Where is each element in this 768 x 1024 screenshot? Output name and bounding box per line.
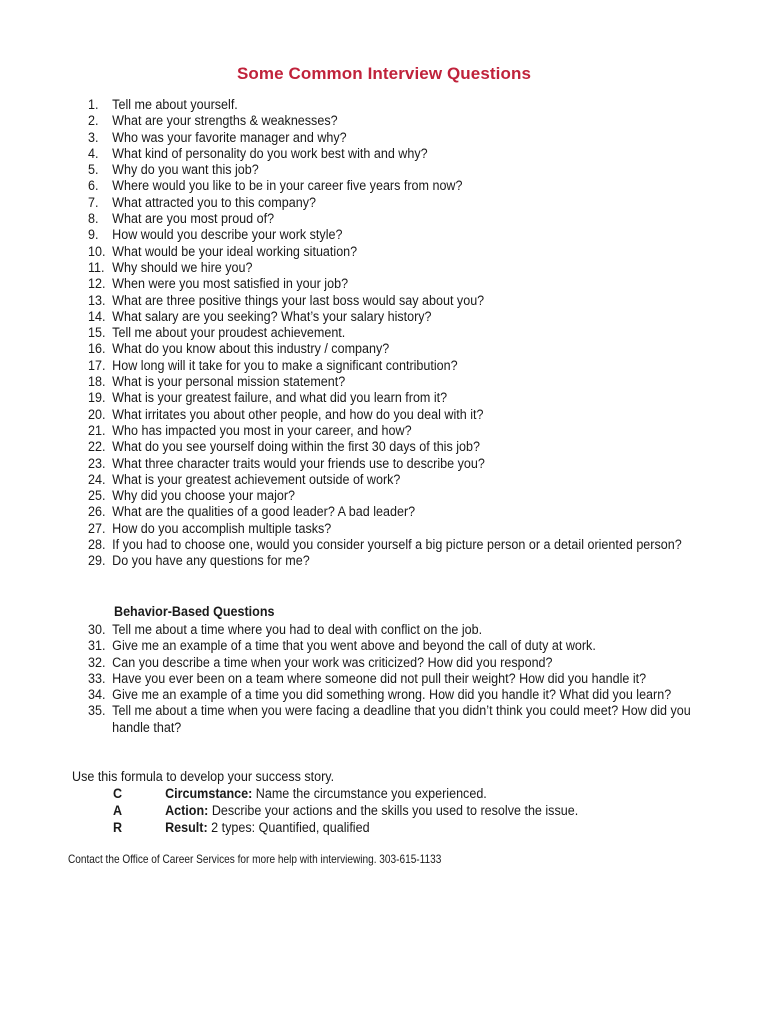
page-title: Some Common Interview Questions — [236, 64, 532, 83]
question-text: What attracted you to this company? — [112, 194, 316, 210]
question-text: Tell me about a time when you were facing a deadline that you didn’t think you could meet? How did you handle that? — [112, 703, 691, 735]
question-text: What is your personal mission statement? — [112, 374, 346, 390]
question-item — [88, 537, 730, 553]
question-number: 28. — [88, 537, 106, 553]
question-item — [88, 638, 730, 654]
car-row-result — [113, 820, 671, 835]
car-row-action — [113, 803, 671, 818]
question-item — [88, 472, 730, 488]
formula-intro: Use this formula to develop your success story. — [72, 769, 335, 784]
question-number: 27. — [88, 520, 106, 536]
question-text: Give me an example of a time you did something wrong. How did you handle it? What did you learn? — [112, 687, 672, 703]
question-text: What do you know about this industry / company? — [112, 341, 390, 357]
question-item — [88, 97, 730, 113]
question-number: 8. — [88, 211, 99, 227]
question-item — [88, 146, 730, 162]
question-text: How would you describe your work style? — [112, 227, 343, 243]
question-item — [88, 309, 730, 325]
question-item — [88, 358, 730, 374]
question-item — [88, 456, 730, 472]
question-item — [88, 504, 730, 520]
question-number: 32. — [88, 654, 106, 670]
question-number: 23. — [88, 455, 106, 471]
car-desc: Name the circumstance you experienced. — [252, 786, 487, 801]
question-number: 19. — [88, 390, 106, 406]
question-text: Tell me about a time where you had to deal with conflict on the job. — [112, 622, 483, 637]
question-item — [88, 553, 730, 569]
question-number: 34. — [88, 687, 106, 703]
question-text: Why do you want this job? — [112, 162, 259, 178]
question-number: 29. — [88, 553, 106, 569]
question-text: What is your greatest achievement outside of work? — [112, 471, 401, 487]
question-item — [88, 195, 730, 211]
question-number: 1. — [88, 97, 99, 112]
car-letter: R — [113, 820, 123, 835]
question-number: 33. — [88, 670, 106, 686]
question-item — [88, 162, 730, 178]
question-number: 26. — [88, 504, 106, 520]
question-number: 35. — [88, 703, 106, 719]
question-number: 24. — [88, 471, 106, 487]
behavior-heading: Behavior-Based Questions — [114, 604, 275, 619]
question-text: Why did you choose your major? — [112, 488, 296, 504]
car-letter: C — [113, 786, 123, 801]
question-text: Tell me about yourself. — [112, 97, 238, 112]
question-item — [88, 655, 730, 671]
contact-line: Contact the Office of Career Services for more help with interviewing. 303-615-1133 — [68, 852, 442, 866]
question-text: Can you describe a time when your work was criticized? How did you respond? — [112, 654, 553, 670]
question-item — [88, 178, 730, 194]
question-item — [88, 407, 730, 423]
question-item — [88, 374, 730, 390]
question-item — [88, 276, 730, 292]
question-number: 15. — [88, 325, 106, 341]
question-text: What are your strengths & weaknesses? — [112, 113, 338, 129]
question-item — [88, 439, 730, 455]
question-item — [88, 244, 730, 260]
question-number: 13. — [88, 292, 106, 308]
question-number: 11. — [88, 259, 105, 275]
question-text: What kind of personality do you work best with and why? — [112, 145, 428, 161]
question-list — [88, 97, 728, 570]
question-item — [88, 227, 730, 243]
question-number: 30. — [88, 622, 106, 637]
question-text: What irritates you about other people, and how do you deal with it? — [112, 406, 484, 422]
car-letter: A — [113, 803, 123, 818]
question-text: What is your greatest failure, and what did you learn from it? — [112, 390, 448, 406]
question-number: 21. — [88, 422, 106, 438]
question-item — [88, 671, 730, 687]
question-text: What salary are you seeking? What’s your salary history? — [112, 308, 432, 324]
question-text: Where would you like to be in your career five years from now? — [112, 178, 463, 194]
question-text: Give me an example of a time that you went above and beyond the call of duty at work. — [112, 638, 596, 654]
question-text: Who was your favorite manager and why? — [112, 129, 347, 145]
question-text: Why should we hire you? — [112, 259, 253, 275]
question-number: 5. — [88, 162, 99, 178]
question-text: Who has impacted you most in your career, and how? — [112, 422, 412, 438]
question-number: 10. — [88, 243, 106, 259]
question-item — [88, 703, 730, 736]
car-row-circumstance — [113, 786, 671, 801]
question-number: 16. — [88, 341, 106, 357]
question-text: Tell me about your proudest achievement. — [112, 325, 346, 341]
question-item — [88, 325, 730, 341]
car-term: Result: — [165, 820, 208, 835]
question-item — [88, 130, 730, 146]
question-number: 7. — [88, 194, 99, 210]
question-number: 2. — [88, 113, 99, 129]
question-number: 17. — [88, 357, 106, 373]
question-text: When were you most satisfied in your job? — [112, 276, 349, 292]
question-item — [88, 211, 730, 227]
question-item — [88, 260, 730, 276]
question-number: 20. — [88, 406, 106, 422]
question-text: If you had to choose one, would you consider yourself a big picture person or a detail oriented person? — [112, 537, 682, 553]
question-text: What are three positive things your last boss would say about you? — [112, 292, 485, 308]
question-number: 18. — [88, 374, 106, 390]
car-desc: Describe your actions and the skills you used to resolve the issue. — [208, 803, 579, 818]
car-desc: 2 types: Quantified, qualified — [207, 820, 370, 835]
question-number: 9. — [88, 227, 99, 243]
question-item — [88, 488, 730, 504]
question-number: 22. — [88, 439, 106, 455]
question-number: 4. — [88, 145, 99, 161]
question-text: How long will it take for you to make a significant contribution? — [112, 357, 458, 373]
behavior-question-list — [88, 622, 728, 736]
question-item — [88, 687, 730, 703]
question-number: 3. — [88, 129, 99, 145]
question-item — [88, 293, 730, 309]
question-item — [88, 521, 730, 537]
question-number: 12. — [88, 276, 106, 292]
question-text: What are you most proud of? — [112, 211, 275, 227]
car-term: Action: — [165, 803, 209, 818]
question-item — [88, 341, 730, 357]
question-item — [88, 390, 730, 406]
question-item — [88, 423, 730, 439]
question-item — [88, 622, 730, 638]
question-text: What do you see yourself doing within the first 30 days of this job? — [112, 439, 480, 455]
question-text: Have you ever been on a team where someone did not pull their weight? How did you handle it? — [112, 670, 647, 686]
question-number: 31. — [88, 638, 106, 654]
question-number: 14. — [88, 308, 106, 324]
question-number: 6. — [88, 178, 99, 194]
question-text: What would be your ideal working situation? — [112, 243, 358, 259]
question-text: What three character traits would your friends use to describe you? — [112, 455, 485, 471]
question-number: 25. — [88, 488, 106, 504]
car-term: Circumstance: — [165, 786, 253, 801]
question-text: Do you have any questions for me? — [112, 553, 310, 569]
question-item — [88, 113, 730, 129]
question-text: What are the qualities of a good leader? A bad leader? — [112, 504, 416, 520]
question-text: How do you accomplish multiple tasks? — [112, 520, 332, 536]
